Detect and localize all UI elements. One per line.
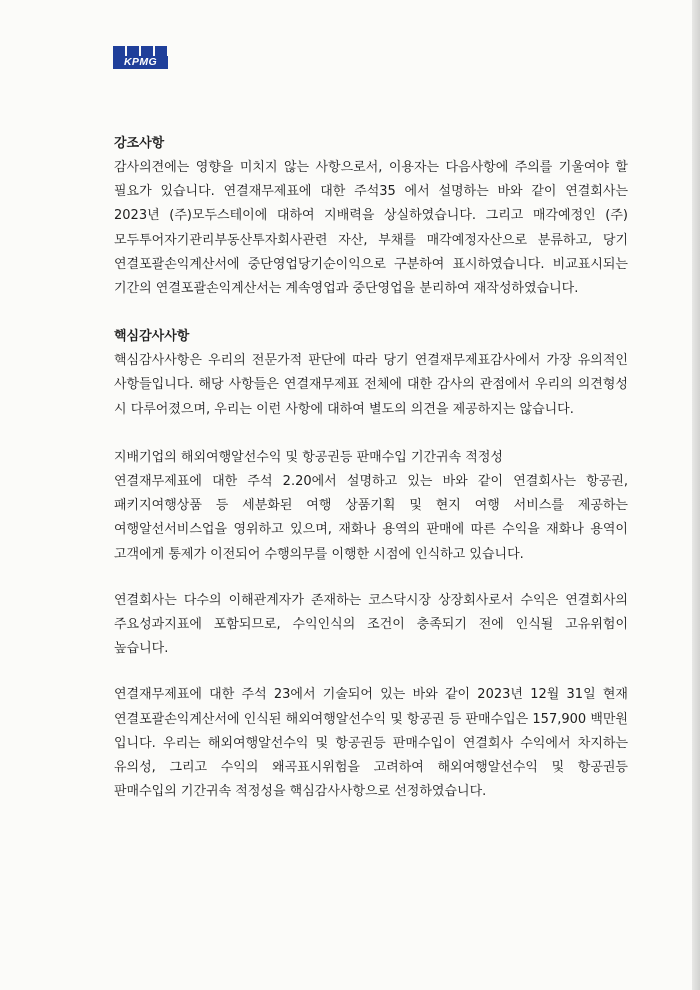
key-audit-heading: 핵심감사사항 [114, 329, 190, 345]
spacer [114, 422, 628, 446]
matter-paragraph-1: 연결재무제표에 대한 주석 2.20에서 설명하고 있는 바와 같이 연결회사는 항공권, 패키지여행상품 등 세분화된 여행 상품기획 및 현지 여행 서비스를 제공하는 여행알선서비스업을 영위하고 있으며, 재화나 용역의 판매에 따른 수익을 재화나 용역이 고객에게 통제가 이전되어 수행의무를 이행한 시점에 인식하고 있습니다. [114, 474, 628, 562]
key-audit-paragraph: 핵심감사사항은 우리의 전문가적 판단에 따라 당기 연결재무제표감사에서 가장 유의적인 사항들입니다. 해당 사항들은 연결재무제표 전체에 대한 감사의 관점에서 우리의 의견형성 시 다루어졌으며, 우리는 이런 사항에 대하여 별도의 의견을 제공하지는 않습니다. [114, 353, 628, 417]
logo-text: KPMG [113, 56, 168, 69]
document-body [114, 132, 628, 804]
emphasis-heading: 강조사항 [114, 136, 165, 151]
emphasis-paragraph: 감사의견에는 영향을 미치지 않는 사항으로서, 이용자는 다음사항에 주의를 기울여야 할 필요가 있습니다. 연결재무제표에 대한 주석35 에서 설명하는 바와 같이 연결회사는 2023년 (주)모두스테이에 대하여 지배력을 상실하였습니다. 그리고 매각예정인 (주)모두투어자기관리부동산투자회사관련 자산, 부채를 매각예정자산으로 분류하고, 당기 연결포괄손익계산서에 중단영업당기순이익으로 구분하여 표시하였습니다. 비교표시되는 기간의 연결포괄손익계산서는 계속영업과 중단영업을 분리하여 재작성하였습니다. [114, 160, 628, 297]
page-edge-shadow [692, 0, 700, 990]
kpmg-logo [113, 46, 168, 70]
spacer [114, 567, 628, 589]
matter-paragraph-3: 연결재무제표에 대한 주석 23에서 기술되어 있는 바와 같이 2023년 12월 31일 현재 연결포괄손익계산서에 인식된 해외여행알선수익 및 항공권 등 판매수입은 157,900 백만원 입니다. 우리는 해외여행알선수익 및 항공권등 판매수입이 연결회사 수익에서 차지하는 유의성, 그리고 수익의 왜곡표시위험을 고려하여 해외여행알선수익 및 항공권등 판매수입의 기간귀속 적정성을 핵심감사사항으로 선정하였습니다. [114, 687, 628, 800]
spacer [114, 661, 628, 683]
matter-paragraph-2: 연결회사는 다수의 이해관계자가 존재하는 코스닥시장 상장회사로서 수익은 연결회사의 주요성과지표에 포함되므로, 수익인식의 조건이 충족되기 전에 인식될 고유위험이 높습니다. [114, 592, 628, 657]
matter-title: 지배기업의 해외여행알선수익 및 항공권등 판매수입 기간귀속 적정성 [114, 449, 503, 465]
spacer [114, 301, 628, 325]
